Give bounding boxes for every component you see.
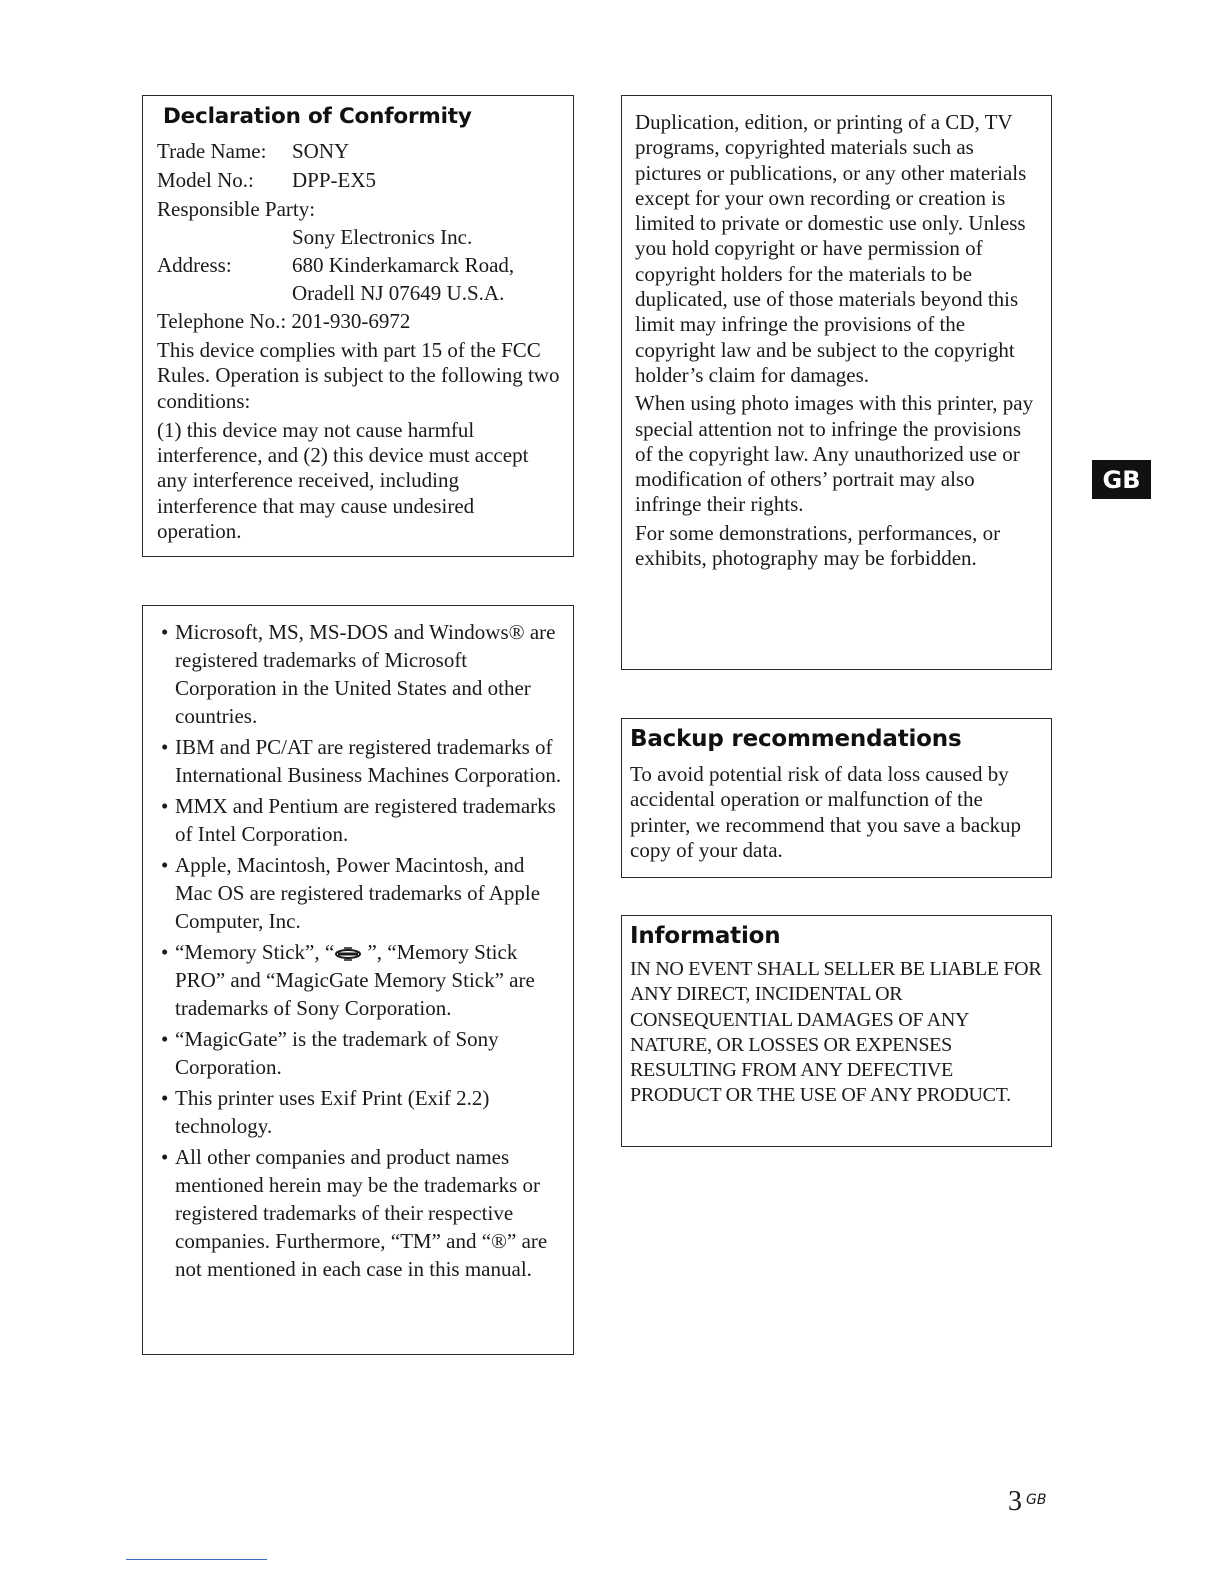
language-tab-gb: GB bbox=[1092, 460, 1151, 499]
address-line2: Oradell NJ 07649 U.S.A. bbox=[292, 281, 505, 305]
list-item: • Apple, Macintosh, Power Macintosh, and Mac OS are registered trademarks of Apple Computer, Inc. bbox=[161, 853, 541, 933]
list-item: • MMX and Pentium are registered trademarks of Intel Corporation. bbox=[161, 794, 556, 846]
declaration-of-conformity-box bbox=[142, 95, 574, 557]
trade-name-value: SONY bbox=[292, 139, 350, 163]
information-text: IN NO EVENT SHALL SELLER BE LIABLE FOR ANY DIRECT, INCIDENTAL OR CONSEQUENTIAL DAMAGES OF ANY NATURE, OR LOSSES OR EXPENSES RESULTING FROM ANY DEFECTIVE PRODUCT OR THE USE OF ANY PRODUCT. bbox=[630, 958, 1042, 1107]
page-number-suffix: GB bbox=[1026, 1492, 1047, 1508]
page-number bbox=[1008, 1486, 1046, 1518]
telephone: Telephone No.: 201-930-6972 bbox=[157, 309, 411, 333]
model-value: DPP-EX5 bbox=[292, 168, 377, 192]
backup-title: Backup recommendations bbox=[630, 726, 962, 752]
copyright-paragraph-3: For some demonstrations, performances, or exhibits, photography may be forbidden. bbox=[635, 520, 1001, 571]
list-item: • This printer uses Exif Print (Exif 2.2) technology. bbox=[161, 1086, 490, 1138]
trademarks-box bbox=[142, 605, 574, 1355]
copyright-paragraph-2: When using photo images with this printer, pay special attention not to infringe the provisions of the copyright law. Any unauthorized use or modification of others’ portrait may also infringe their rights. bbox=[635, 391, 1034, 517]
trade-name-label: Trade Name: bbox=[157, 139, 267, 163]
model-row bbox=[157, 166, 561, 195]
address-line1: 680 Kinderkamarck Road, bbox=[292, 253, 515, 277]
trade-name-row bbox=[157, 137, 561, 166]
list-item: • Microsoft, MS, MS-DOS and Windows® are registered trademarks of Microsoft Corporation in the United States and other countries. bbox=[161, 620, 556, 728]
responsible-party-label: Responsible Party: bbox=[157, 197, 316, 221]
backup-recommendations-box bbox=[621, 718, 1052, 878]
fcc-paragraph: This device complies with part 15 of the FCC Rules. Operation is subject to the following two conditions: bbox=[157, 338, 560, 413]
information-box bbox=[621, 915, 1052, 1147]
model-label: Model No.: bbox=[157, 168, 254, 192]
information-title: Information bbox=[630, 923, 781, 949]
page-number-value: 3 bbox=[1008, 1486, 1022, 1517]
declaration-title: Declaration of Conformity bbox=[163, 104, 472, 129]
memory-stick-logo-icon bbox=[335, 947, 361, 961]
address-label: Address: bbox=[157, 253, 232, 277]
trademark-list bbox=[161, 618, 563, 1283]
copyright-notice-box bbox=[621, 95, 1052, 670]
conditions-paragraph: (1) this device may not cause harmful interference, and (2) this device must accept any interference received, including interference that may cause undesired operation. bbox=[157, 417, 529, 544]
list-item: • IBM and PC/AT are registered trademarks of International Business Machines Corporation. bbox=[161, 735, 562, 787]
list-item: • All other companies and product names mentioned herein may be the trademarks or registered trademarks of their respective companies. Furthermore, “TM” and “®” are not mentioned in each case in this manual. bbox=[161, 1145, 548, 1281]
backup-text: To avoid potential risk of data loss caused by accidental operation or malfunction of the printer, we recommend that you save a backup copy of your data. bbox=[630, 762, 1022, 862]
responsible-party-value: Sony Electronics Inc. bbox=[292, 225, 473, 249]
list-item: • “Memory Stick”, “ ”, “Memory Stick PRO” and “MagicGate Memory Stick” are trademarks of Sony Corporation. bbox=[161, 940, 535, 1020]
copyright-paragraph-1: Duplication, edition, or printing of a CD, TV programs, copyrighted materials such as pictures or publications, or any other materials except for your own recording or creation is limited to private or domestic use only. Unless you hold copyright or have permission of copyright holders for the materials to be duplicated, use of those materials beyond this limit may infringe the provisions of the copyright law and be subject to the copyright holder’s claim for damages. bbox=[635, 110, 1027, 387]
bottom-rule bbox=[126, 1559, 267, 1560]
list-item: • “MagicGate” is the trademark of Sony Corporation. bbox=[161, 1027, 499, 1079]
address-row bbox=[157, 251, 561, 280]
